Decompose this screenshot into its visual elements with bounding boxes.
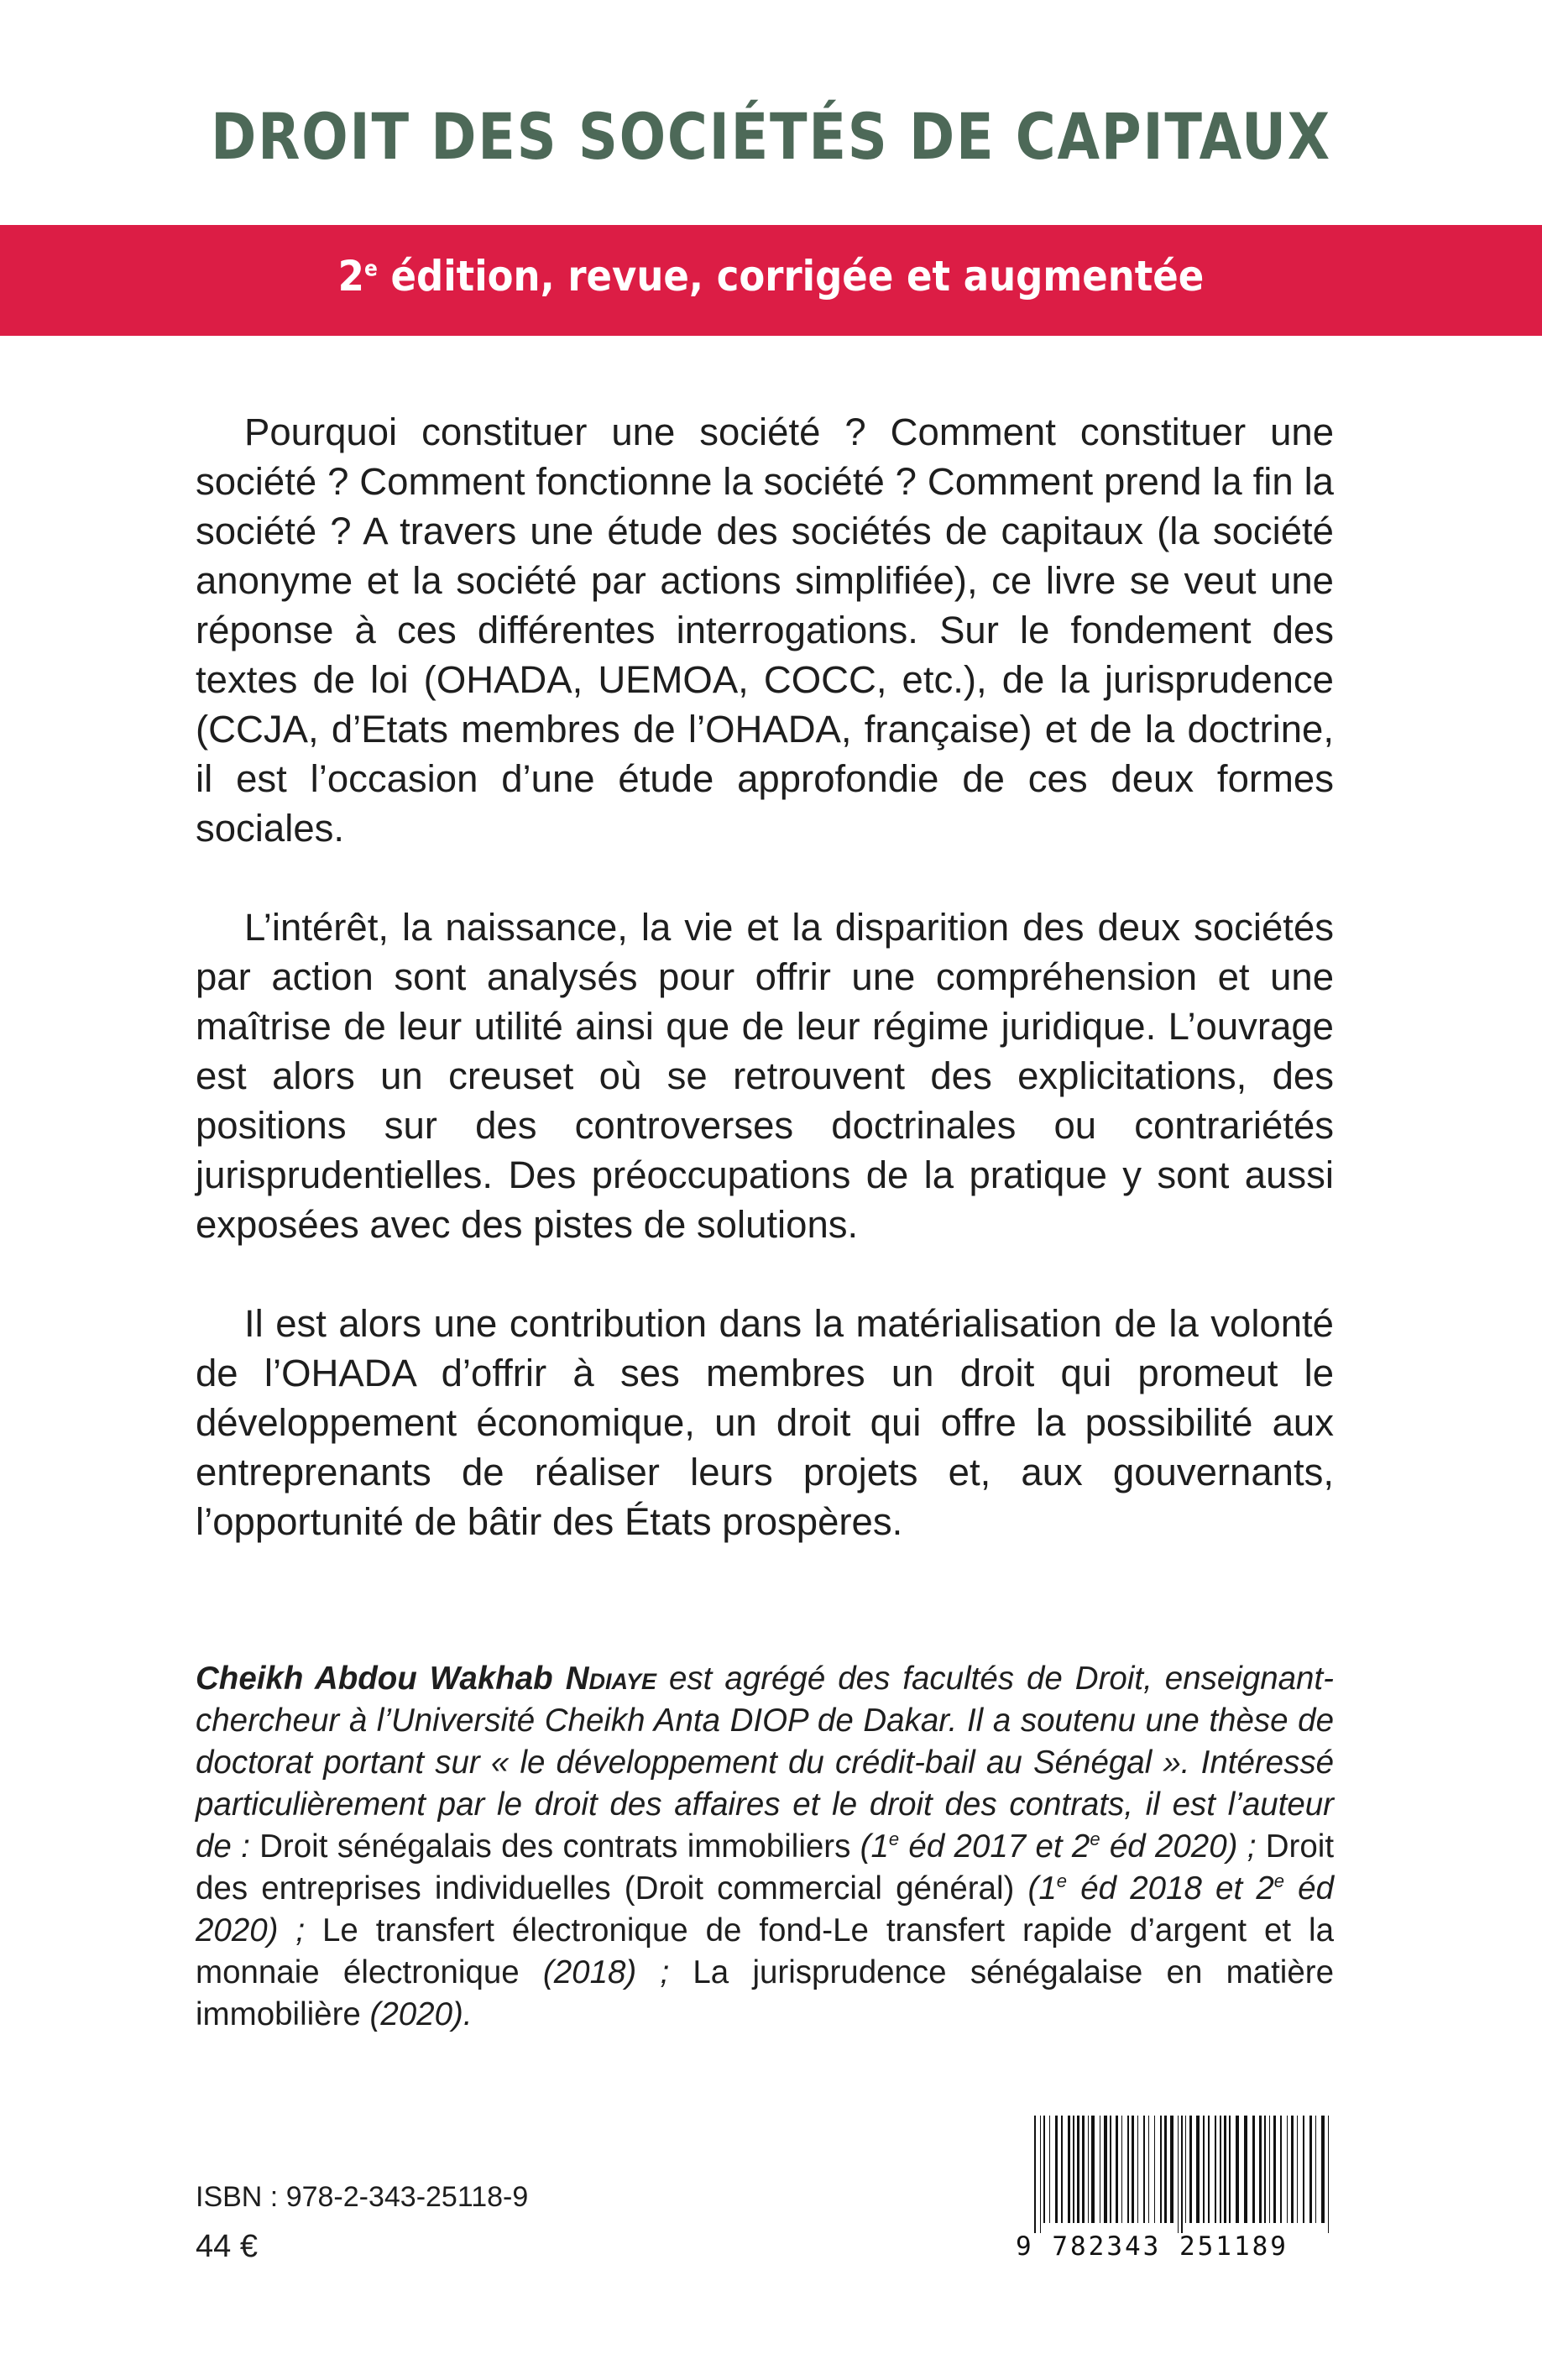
work-3-title: Le transfert électronique de fond-Le transfert rapide d’argent et la monnaie électronique bbox=[196, 1912, 1334, 1990]
summary-paragraph-2: L’intérêt, la naissance, la vie et la disparition des deux sociétés par action sont analysés pour offrir une compréhension et une maîtrise de leur utilité ainsi que de leur régime juridique. L’ouvrage est alors un creuset où se retrouvent des explicitations, des positions sur des controverses doctrinales ou contrariétés jurisprudentielles. Des préoccupations de la pratique y sont aussi exposées avec des pistes de solutions. bbox=[196, 906, 1334, 1246]
edition-subtitle bbox=[77, 252, 1465, 301]
barcode-bar bbox=[1321, 2116, 1325, 2223]
barcode-bar bbox=[1055, 2116, 1058, 2223]
work-4-title: La jurisprudence sénégalaise en matière immobilière bbox=[196, 1954, 1334, 2032]
edition-superscript: e bbox=[363, 256, 378, 282]
barcode-bar bbox=[1224, 2116, 1226, 2223]
barcode-bar bbox=[1215, 2116, 1216, 2223]
barcode-bar bbox=[1269, 2116, 1270, 2223]
barcode-bar bbox=[1315, 2116, 1316, 2223]
barcode-bar bbox=[1137, 2116, 1138, 2223]
barcode-bar bbox=[1244, 2116, 1247, 2223]
barcode-bar bbox=[1077, 2116, 1079, 2223]
isbn-text: ISBN : 978-2-343-25118-9 bbox=[196, 2181, 529, 2213]
barcode-bar bbox=[1164, 2116, 1167, 2223]
barcode-bar bbox=[1196, 2116, 1200, 2223]
barcode-bar bbox=[1280, 2116, 1282, 2223]
barcode-bar bbox=[1160, 2116, 1162, 2223]
barcode-bar bbox=[1127, 2116, 1129, 2223]
author-first-names: Cheikh Abdou Wakhab bbox=[196, 1661, 566, 1697]
barcode-bar bbox=[1287, 2116, 1288, 2223]
edition-number: 2 bbox=[337, 252, 364, 301]
barcode-bar bbox=[1273, 2116, 1276, 2223]
edition-text: édition, revue, corrigée et augmentée bbox=[377, 252, 1205, 301]
work-4-edition: (2020). bbox=[369, 1996, 473, 2032]
work-1-title: Droit sénégalais des contrats immobiliers bbox=[249, 1828, 860, 1865]
barcode-bar bbox=[1110, 2116, 1111, 2223]
summary-paragraph-1: Pourquoi constituer une société ? Comment constituer une société ? Comment fonctionne la société ? Comment prend la fin la société ? A travers une étude des sociétés de capitaux (la société anonyme et la société par actions simplifiée), ce livre se veut une réponse à ces différentes interrogations. Sur le fondement des textes de loi (OHADA, UEMOA, COCC, etc.), de la jurisprudence (CCJA, d’Etats membres de l’OHADA, française) et de la doctrine, il est l’occasion d’une étude approfondie de ces deux formes sociales. bbox=[196, 411, 1334, 850]
barcode-bar bbox=[1203, 2116, 1205, 2223]
work-2-title: Droit des entreprises individuelles (Droit commercial général) bbox=[196, 1828, 1335, 1907]
barcode-bar bbox=[1143, 2116, 1145, 2223]
barcode-bar bbox=[1091, 2116, 1095, 2223]
barcode-bar bbox=[1189, 2116, 1192, 2223]
price-text: 44 € bbox=[196, 2229, 258, 2264]
work-3-edition: (2018) ; bbox=[542, 1954, 670, 1990]
book-title: DROIT DES SOCIÉTÉS DE CAPITAUX bbox=[211, 99, 1331, 174]
work-2-edition: (1e éd 2018 et 2e éd 2020) ; bbox=[196, 1870, 1335, 1948]
barcode-bar bbox=[1088, 2116, 1089, 2223]
barcode-bar bbox=[1185, 2116, 1186, 2223]
barcode-bar bbox=[1229, 2116, 1231, 2223]
barcode-digits: 9 782343 251189 bbox=[1016, 2231, 1288, 2262]
barcode-bars bbox=[1032, 2116, 1335, 2233]
barcode-bar bbox=[1170, 2116, 1173, 2223]
barcode-bar bbox=[1082, 2116, 1085, 2223]
barcode-bar bbox=[1236, 2116, 1239, 2223]
barcode-bar bbox=[1297, 2116, 1298, 2223]
barcode bbox=[1016, 2116, 1335, 2265]
barcode-bar bbox=[1068, 2116, 1070, 2223]
barcode-bar bbox=[1073, 2116, 1074, 2223]
barcode-bar bbox=[1116, 2116, 1118, 2223]
book-summary bbox=[196, 407, 1334, 1596]
barcode-bar bbox=[1061, 2116, 1063, 2223]
author-bio bbox=[196, 1658, 1334, 2036]
barcode-bar bbox=[1259, 2116, 1262, 2223]
work-1-edition: (1e éd 2017 et 2e éd 2020) ; bbox=[860, 1828, 1257, 1865]
barcode-bar bbox=[1208, 2116, 1210, 2223]
barcode-bar bbox=[1148, 2116, 1149, 2223]
barcode-bar bbox=[1104, 2116, 1107, 2223]
barcode-bar bbox=[1328, 2116, 1329, 2233]
author-last-name: Ndiaye bbox=[565, 1661, 657, 1697]
barcode-bar bbox=[1264, 2116, 1266, 2223]
barcode-bar bbox=[1291, 2116, 1294, 2223]
barcode-bar bbox=[1303, 2116, 1304, 2223]
barcode-bar bbox=[1049, 2116, 1050, 2223]
barcode-bar bbox=[1034, 2116, 1036, 2233]
barcode-bar bbox=[1181, 2116, 1183, 2233]
barcode-bar bbox=[1121, 2116, 1122, 2223]
barcode-bar bbox=[1154, 2116, 1155, 2223]
summary-paragraph-3: Il est alors une contribution dans la matérialisation de la volonté de l’OHADA d’offrir à ses membres un droit qui promeut le développement économique, un droit qui offre la possibilité aux entreprenants de réaliser leurs projets et, aux gouvernants, l’opportunité de bâtir des États prospères. bbox=[196, 1302, 1334, 1543]
barcode-bar bbox=[1220, 2116, 1221, 2223]
author-bio-intro: est agrégé des facultés de Droit, enseignant-chercheur à l’Université Cheikh Anta DIOP de Dakar. Il a soutenu une thèse de doctorat portant sur « le développement du crédit-bail au Sénégal ». Intéressé particulièrement par le droit des affaires et le droit des contrats, il est l’auteur de : bbox=[196, 1661, 1334, 1865]
barcode-bar bbox=[1309, 2116, 1312, 2223]
barcode-bar bbox=[1043, 2116, 1045, 2223]
barcode-bar bbox=[1252, 2116, 1255, 2223]
barcode-bar bbox=[1040, 2116, 1041, 2233]
barcode-bar bbox=[1132, 2116, 1134, 2223]
barcode-bar bbox=[1178, 2116, 1179, 2233]
